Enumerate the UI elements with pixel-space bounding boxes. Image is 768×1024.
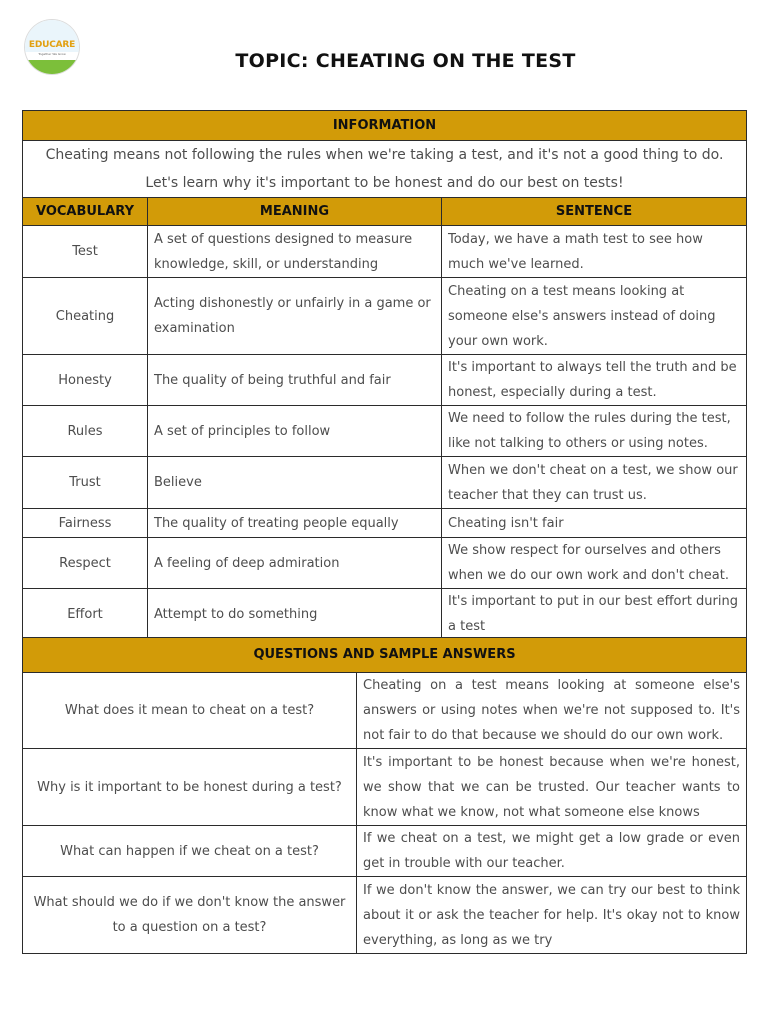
vocab-meaning: Believe xyxy=(148,457,442,509)
vocab-word: Fairness xyxy=(23,509,148,538)
vocab-meaning: The quality of treating people equally xyxy=(148,509,442,538)
vocab-meaning: The quality of being truthful and fair xyxy=(148,355,442,406)
vocab-meaning: A feeling of deep admiration xyxy=(148,538,442,589)
logo-brand-text: EDUCARE xyxy=(28,40,76,50)
table-row xyxy=(23,226,747,278)
question-text: Why is it important to be honest during a test? xyxy=(23,749,357,826)
questions-header: QUESTIONS AND SAMPLE ANSWERS xyxy=(23,638,747,673)
vocab-sentence: It's important to put in our best effort during a test xyxy=(442,589,747,640)
vocab-sentence: We need to follow the rules during the test, like not talking to others or using notes. xyxy=(442,406,747,457)
vocabulary-table xyxy=(22,110,747,640)
meaning-column-header: MEANING xyxy=(148,198,442,226)
page-title: TOPIC: CHEATING ON THE TEST xyxy=(235,50,576,72)
vocab-word: Honesty xyxy=(23,355,148,406)
vocab-meaning: Acting dishonestly or unfairly in a game or examination xyxy=(148,278,442,355)
table-row xyxy=(23,406,747,457)
vocab-word: Trust xyxy=(23,457,148,509)
information-text: Cheating means not following the rules when we're taking a test, and it's not a good thing to do. Let's learn why it's important to be honest and do our best on tests! xyxy=(23,141,747,198)
answer-text: If we cheat on a test, we might get a low grade or even get in trouble with our teacher. xyxy=(357,826,747,877)
vocab-word: Rules xyxy=(23,406,148,457)
answer-text: If we don't know the answer, we can try our best to think about it or ask the teacher for help. It's okay not to know everything, as long as we try xyxy=(357,877,747,954)
question-text: What can happen if we cheat on a test? xyxy=(23,826,357,877)
table-row xyxy=(23,673,747,749)
answer-text: It's important to be honest because when we're honest, we show that we can be trusted. Our teacher wants to know what we know, not what someone else knows xyxy=(357,749,747,826)
vocab-sentence: Cheating on a test means looking at someone else's answers instead of doing your own work. xyxy=(442,278,747,355)
table-row xyxy=(23,589,747,640)
vocab-word: Effort xyxy=(23,589,148,640)
answer-text: Cheating on a test means looking at someone else's answers or using notes when we're not supposed to. It's not fair to do that because we should do our own work. xyxy=(357,673,747,749)
vocab-meaning: A set of questions designed to measure knowledge, skill, or understanding xyxy=(148,226,442,278)
vocab-meaning: A set of principles to follow xyxy=(148,406,442,457)
vocab-meaning: Attempt to do something xyxy=(148,589,442,640)
table-row xyxy=(23,355,747,406)
vocab-sentence: It's important to always tell the truth and be honest, especially during a test. xyxy=(442,355,747,406)
vocab-sentence: Cheating isn't fair xyxy=(442,509,747,538)
table-row xyxy=(23,826,747,877)
table-row xyxy=(23,538,747,589)
question-text: What should we do if we don't know the answer to a question on a test? xyxy=(23,877,357,954)
table-row xyxy=(23,278,747,355)
information-header: INFORMATION xyxy=(23,111,747,141)
vocab-word: Respect xyxy=(23,538,148,589)
vocab-sentence: We show respect for ourselves and others when we do our own work and don't cheat. xyxy=(442,538,747,589)
vocabulary-column-header: VOCABULARY xyxy=(23,198,148,226)
vocab-word: Cheating xyxy=(23,278,148,355)
vocab-word: Test xyxy=(23,226,148,278)
logo-tagline: Together We Grow xyxy=(38,52,66,56)
table-row xyxy=(23,509,747,538)
vocab-sentence: When we don't cheat on a test, we show our teacher that they can trust us. xyxy=(442,457,747,509)
sentence-column-header: SENTENCE xyxy=(442,198,747,226)
table-row xyxy=(23,877,747,954)
table-row xyxy=(23,749,747,826)
questions-table xyxy=(22,637,747,954)
vocab-sentence: Today, we have a math test to see how much we've learned. xyxy=(442,226,747,278)
question-text: What does it mean to cheat on a test? xyxy=(23,673,357,749)
table-row xyxy=(23,457,747,509)
